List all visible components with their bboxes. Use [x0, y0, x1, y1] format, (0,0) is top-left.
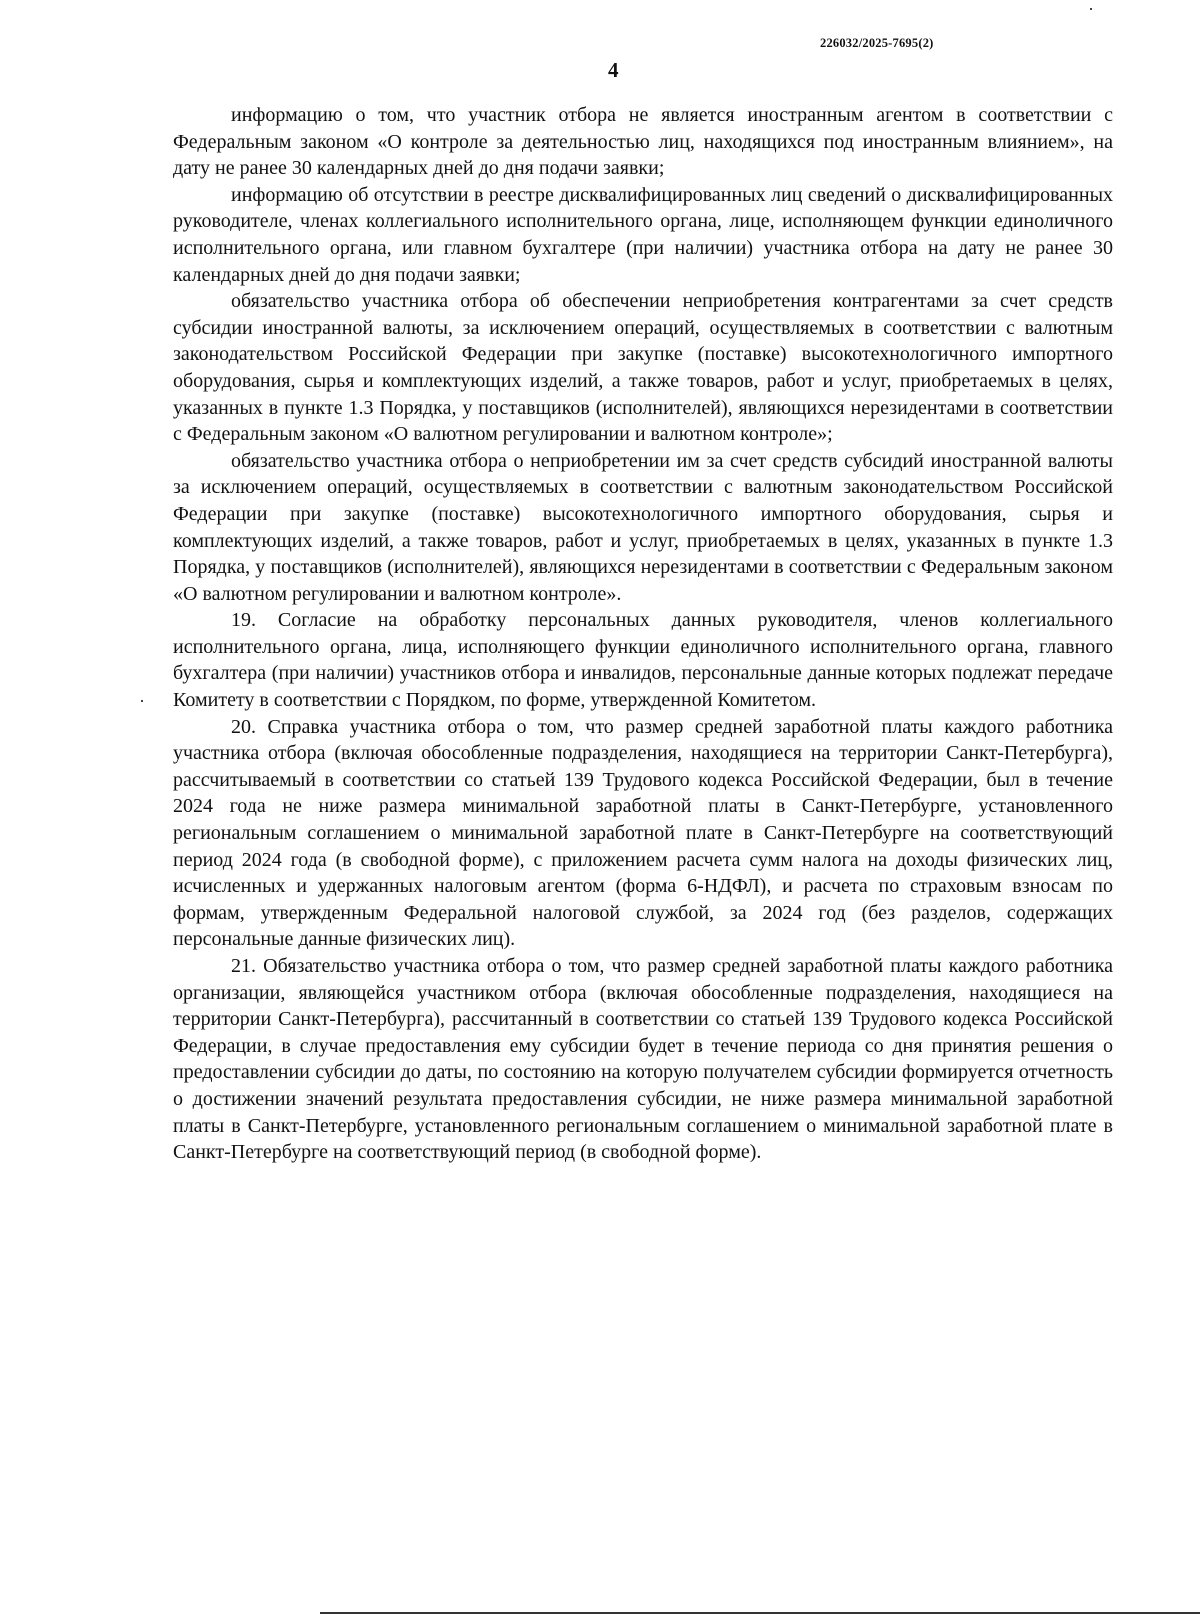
paragraph-item-21-salary-obligation: 21. Обязательство участника отбора о том, что размер средней заработной платы каждого работника организации, являющейся участником отбора (включая обособленные подразделения, находящиеся на территории Санкт-Петербурга), рассчитанный в соответствии со статьей 139 Трудового кодекса Российской Федерации, в случае предоставления ему субсидии будет в течение периода со дня принятия решения о предоставлении субсидии до даты, по состоянию на которую получателем субсидии формируется отчетность о достижении значений результата предоставления субсидии, не ниже размера минимальной заработной платы в Санкт-Петербурге, установленного региональным соглашением о минимальной заработной плате в Санкт-Петербурге на соответствующий период (в свободной форме). — [173, 955, 1113, 1164]
paragraph-item-20-salary-certificate: 20. Справка участника отбора о том, что размер средней заработной платы каждого работника участника отбора (включая обособленные подразделения, находящиеся на территории Санкт-Петербурга), рассчитываемый в соответствии со статьей 139 Трудового кодекса Российской Федерации, был в течение 2024 года не ниже размера минимальной заработной платы в Санкт-Петербурге, установленного региональным соглашением о минимальной заработной плате в Санкт-Петербурге на соответствующий период 2024 года (в свободной форме), с приложением расчета сумм налога на доходы физических лиц, исчисленных и удержанных налоговым агентом (форма 6-НДФЛ), и расчета по страховым взносам по формам, утвержденным Федеральной налоговой службой, за 2024 год (без разделов, содержащих персональные данные физических лиц). — [173, 715, 1113, 951]
paragraph-participant-currency-obligation: обязательство участника отбора о неприобретении им за счет средств субсидий иностранной валюты за исключением операций, осуществляемых в соответствии с валютным законодательством Российской Федерации при закупке (поставке) высокотехнологичного импортного оборудования, сырья и комплектующих изделий, а также товаров, работ и услуг, приобретаемых в целях, указанных в пункте 1.3 Порядка, у поставщиков (исполнителей), являющихся нерезидентами в соответствии с Федеральным законом «О валютном регулировании и валютном контроле». — [173, 449, 1113, 605]
document-registration-number: 226032/2025-7695(2) — [820, 36, 934, 50]
scan-bottom-edge-line — [320, 1612, 1200, 1614]
page-number: 4 — [608, 58, 619, 82]
scan-artifact — [141, 700, 143, 702]
document-body — [173, 102, 1113, 1166]
scan-artifact — [1090, 8, 1092, 10]
paragraph-foreign-agent-info: информацию о том, что участник отбора не является иностранным агентом в соответствии с Федеральным законом «О контроле за деятельностью лиц, находящихся под иностранным влиянием», на дату не ранее 30 календарных дней до дня подачи заявки; — [173, 104, 1113, 180]
paragraph-item-19-personal-data-consent: 19. Согласие на обработку персональных данных руководителя, членов коллегиального исполнительного органа, лица, исполняющего функции единоличного исполнительного органа, главного бухгалтера (при наличии) участников отбора и инвалидов, персональные данные которых подлежат передаче Комитету в соответствии с Порядком, по форме, утвержденной Комитетом. — [173, 609, 1113, 712]
paragraph-contractors-currency-obligation: обязательство участника отбора об обеспечении неприобретения контрагентами за счет средств субсидии иностранной валюты, за исключением операций, осуществляемых в соответствии с валютным законодательством Российской Федерации при закупке (поставке) высокотехнологичного импортного оборудования, сырья и комплектующих изделий, а также товаров, работ и услуг, приобретаемых в целях, указанных в пункте 1.3 Порядка, у поставщиков (исполнителей), являющихся нерезидентами в соответствии с Федеральным законом «О валютном регулировании и валютном контроле»; — [173, 290, 1113, 446]
paragraph-disqualified-persons-info: информацию об отсутствии в реестре дисквалифицированных лиц сведений о дисквалифицированных руководителе, членах коллегиального исполнительного органа, лице, исполняющем функции единоличного исполнительного органа, или главном бухгалтере (при наличии) участника отбора на дату не ранее 30 календарных дней до дня подачи заявки; — [173, 183, 1113, 286]
